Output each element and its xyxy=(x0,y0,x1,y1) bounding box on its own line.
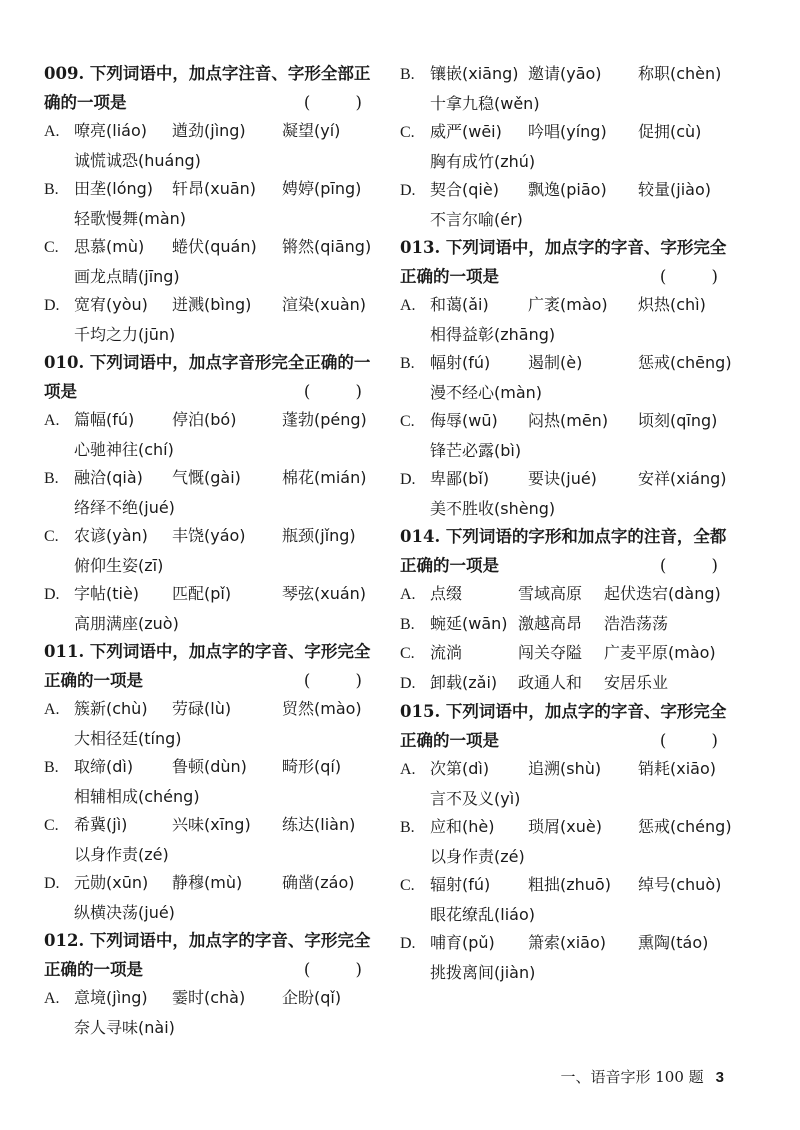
option-letter: C. xyxy=(44,528,59,545)
option-word: 镶嵌(xiāng) xyxy=(430,64,519,83)
answer-blank: ( ) xyxy=(303,92,382,112)
option-d xyxy=(400,465,740,523)
option-word: 畸形(qí) xyxy=(282,757,342,776)
question-012 xyxy=(44,927,384,1042)
option-word: 高朋满座(zuò) xyxy=(74,613,179,633)
page-footer xyxy=(560,1066,724,1087)
option-word: 安居乐业 xyxy=(604,672,669,692)
stem-line-1: 009. 下列词语中，加点字注音、字形全部正 xyxy=(44,64,371,83)
option-word: 相辅相成(chéng) xyxy=(74,786,200,806)
option-letter: B. xyxy=(400,355,415,372)
option-word: 箫索(xiāo) xyxy=(528,933,606,952)
option-word: 纵横决荡(jué) xyxy=(74,902,175,922)
option-word: 顷刻(qīng) xyxy=(638,411,718,430)
option-c xyxy=(400,871,740,929)
question-stem xyxy=(400,234,740,291)
stem-line-1: 013. 下列词语中，加点字的字音、字形完全 xyxy=(400,238,727,257)
option-word: 卸载(zǎi) xyxy=(430,672,498,692)
option-word: 以身作责(zé) xyxy=(74,844,169,864)
option-letter: A. xyxy=(400,586,416,603)
option-word: 点缀 xyxy=(430,584,463,603)
option-word: 嘹亮(liáo) xyxy=(74,121,147,140)
option-word: 俯仰生姿(zī) xyxy=(74,555,164,575)
option-letter: A. xyxy=(44,123,60,140)
option-word: 幅射(fú) xyxy=(430,353,491,372)
option-word: 轻歌慢舞(màn) xyxy=(74,208,187,228)
option-a xyxy=(400,291,740,349)
option-word: 起伏迭宕(dàng) xyxy=(604,584,721,603)
option-word: 炽热(chì) xyxy=(638,295,706,314)
option-letter: D. xyxy=(44,297,60,314)
option-word: 要诀(jué) xyxy=(528,469,597,488)
option-word: 绰号(chuò) xyxy=(638,875,722,894)
stem-line-2: 正确的一项是 xyxy=(400,730,499,750)
option-word: 意境(jìng) xyxy=(74,988,148,1007)
answer-blank: ( ) xyxy=(303,670,382,690)
option-word: 漫不经心(màn) xyxy=(430,382,543,402)
option-letter: B. xyxy=(400,66,415,83)
option-word: 劳碌(lù) xyxy=(172,699,232,718)
option-word: 蜷伏(quán) xyxy=(172,237,257,256)
option-letter: A. xyxy=(44,990,60,1007)
option-word: 字帖(tiè) xyxy=(74,584,140,603)
option-word: 停泊(bó) xyxy=(172,410,237,429)
option-word: 流淌 xyxy=(430,643,463,662)
option-letter: B. xyxy=(44,181,59,198)
option-letter: B. xyxy=(400,615,415,633)
option-letter: C. xyxy=(44,817,59,834)
option-word: 威严(wēi) xyxy=(430,122,502,141)
question-stem xyxy=(400,523,740,580)
option-word: 娉婷(pīng) xyxy=(282,179,362,198)
option-word: 希冀(jì) xyxy=(74,815,128,834)
stem-line-1: 012. 下列词语中，加点字的字音、字形完全 xyxy=(44,931,371,950)
option-word: 广麦平原(mào) xyxy=(604,643,716,662)
option-a xyxy=(400,755,740,813)
option-letter: C. xyxy=(400,124,415,141)
right-column xyxy=(400,60,740,987)
option-letter: A. xyxy=(400,297,416,314)
option-b xyxy=(44,175,384,233)
answer-blank: ( ) xyxy=(659,730,738,750)
option-word: 簇新(chù) xyxy=(74,699,148,718)
option-c xyxy=(44,233,384,291)
option-letter: A. xyxy=(44,701,60,718)
answer-blank: ( ) xyxy=(303,959,382,979)
option-word: 贸然(mào) xyxy=(282,699,362,718)
option-b xyxy=(400,610,740,640)
stem-line-2: 正确的一项是 xyxy=(44,959,143,979)
option-word: 粗拙(zhuō) xyxy=(528,875,611,894)
option-word: 以身作责(zé) xyxy=(430,846,525,866)
option-letter: D. xyxy=(400,182,416,199)
option-word: 丰饶(yáo) xyxy=(172,526,246,545)
stem-line-1: 014. 下列词语的字形和加点字的注音，全都 xyxy=(400,527,727,546)
answer-blank: ( ) xyxy=(303,381,382,401)
option-word: 飘逸(piāo) xyxy=(528,180,607,199)
option-word: 凝望(yí) xyxy=(282,121,341,140)
option-word: 渲染(xuàn) xyxy=(282,295,367,314)
option-word: 眼花缭乱(liáo) xyxy=(430,904,535,924)
option-word: 销耗(xiāo) xyxy=(638,759,716,778)
option-word: 称职(chèn) xyxy=(638,64,722,83)
option-word: 闷热(mēn) xyxy=(528,411,609,430)
option-word: 较量(jiào) xyxy=(638,180,711,199)
option-word: 田垄(lóng) xyxy=(74,179,154,198)
option-letter: D. xyxy=(400,674,416,692)
option-word: 诚慌诚恐(huáng) xyxy=(74,150,201,170)
option-b xyxy=(400,349,740,407)
option-word: 棉花(mián) xyxy=(282,468,367,487)
option-letter: B. xyxy=(44,470,59,487)
option-word: 言不及义(yì) xyxy=(430,788,521,808)
option-letter: D. xyxy=(400,935,416,952)
option-word: 哺育(pǔ) xyxy=(430,933,495,952)
stem-line-2: 项是 xyxy=(44,381,77,401)
option-word: 练达(liàn) xyxy=(282,815,356,834)
option-d xyxy=(400,929,740,987)
option-word: 侮辱(wū) xyxy=(430,411,498,430)
option-c xyxy=(44,522,384,580)
option-d xyxy=(44,291,384,349)
option-a xyxy=(44,406,384,464)
section-title: 一、语音字形 100 题 xyxy=(560,1068,704,1086)
answer-blank: ( ) xyxy=(659,555,738,575)
option-b xyxy=(400,60,740,118)
option-word: 促拥(cù) xyxy=(638,122,702,141)
option-word: 鲁顿(dùn) xyxy=(172,757,247,776)
question-stem xyxy=(44,349,384,406)
option-word: 惩戒(chéng) xyxy=(638,817,732,836)
option-letter: C. xyxy=(400,877,415,894)
stem-line-1: 015. 下列词语中，加点字的字音、字形完全 xyxy=(400,702,727,721)
page-number: 3 xyxy=(715,1069,724,1086)
option-word: 雪域高原 xyxy=(518,584,583,603)
option-b xyxy=(400,813,740,871)
question-013 xyxy=(400,234,740,523)
option-c xyxy=(44,811,384,869)
option-letter: D. xyxy=(44,875,60,892)
option-word: 熏陶(táo) xyxy=(638,933,709,952)
question-009 xyxy=(44,60,384,349)
option-word: 政通人和 xyxy=(518,672,583,692)
option-word: 挑拨离间(jiàn) xyxy=(430,962,536,982)
option-a xyxy=(44,984,384,1042)
option-letter: A. xyxy=(44,412,60,429)
question-015 xyxy=(400,698,740,987)
option-c xyxy=(400,407,740,465)
option-word: 霎时(chà) xyxy=(172,988,246,1007)
option-letter: A. xyxy=(400,761,416,778)
question-stem xyxy=(44,60,384,117)
option-word: 元勋(xūn) xyxy=(74,873,149,892)
option-d xyxy=(44,580,384,638)
option-word: 琴弦(xuán) xyxy=(282,584,367,603)
answer-blank: ( ) xyxy=(659,266,738,286)
option-word: 追溯(shù) xyxy=(528,759,602,778)
option-word: 应和(hè) xyxy=(430,817,495,836)
option-word: 激越高昂 xyxy=(518,613,583,633)
option-a xyxy=(44,117,384,175)
option-letter: C. xyxy=(400,645,415,662)
option-word: 取缔(dì) xyxy=(74,757,134,776)
option-word: 不言尔喻(ér) xyxy=(430,209,523,229)
option-word: 卑鄙(bǐ) xyxy=(430,469,490,488)
option-word: 大相径廷(tíng) xyxy=(74,728,182,748)
option-letter: C. xyxy=(400,413,415,430)
option-word: 邀请(yāo) xyxy=(528,64,602,83)
option-word: 静穆(mù) xyxy=(172,873,243,892)
option-c xyxy=(400,639,740,669)
question-stem xyxy=(400,698,740,755)
question-010 xyxy=(44,349,384,638)
option-letter: D. xyxy=(44,586,60,603)
option-d xyxy=(400,176,740,234)
stem-line-1: 011. 下列词语中，加点字的字音、字形完全 xyxy=(44,642,371,661)
option-word: 安祥(xiáng) xyxy=(638,469,727,488)
option-word: 农谚(yàn) xyxy=(74,526,148,545)
option-word: 兴味(xīng) xyxy=(172,815,251,834)
option-word: 千均之力(jūn) xyxy=(74,324,176,344)
option-word: 浩浩荡荡 xyxy=(604,613,669,633)
option-word: 十拿九稳(wěn) xyxy=(430,93,540,113)
option-word: 轩昂(xuān) xyxy=(172,179,257,198)
stem-line-1: 010. 下列词语中，加点字音形完全正确的一 xyxy=(44,353,371,372)
option-letter: C. xyxy=(44,239,59,256)
option-word: 迸溅(bìng) xyxy=(172,295,252,314)
question-stem xyxy=(44,638,384,695)
option-letter: B. xyxy=(400,819,415,836)
option-word: 吟唱(yíng) xyxy=(528,122,607,141)
option-word: 瓶颈(jǐng) xyxy=(282,526,356,545)
option-word: 气慨(gài) xyxy=(172,468,241,487)
option-word: 胸有成竹(zhú) xyxy=(430,151,536,171)
option-word: 蓬勃(péng) xyxy=(282,410,367,429)
option-word: 辐射(fú) xyxy=(430,875,491,894)
stem-line-2: 确的一项是 xyxy=(44,92,127,112)
option-word: 融洽(qià) xyxy=(74,468,143,487)
stem-line-2: 正确的一项是 xyxy=(44,670,143,690)
option-word: 美不胜收(shèng) xyxy=(430,498,556,518)
option-word: 篇幅(fú) xyxy=(74,410,135,429)
option-word: 遏制(è) xyxy=(528,353,583,372)
option-word: 络绎不绝(jué) xyxy=(74,497,175,517)
question-014 xyxy=(400,523,740,698)
option-b xyxy=(44,464,384,522)
option-word: 蜿延(wān) xyxy=(430,613,508,633)
option-word: 奈人寻味(nài) xyxy=(74,1017,175,1037)
option-word: 画龙点睛(jīng) xyxy=(74,266,180,286)
stem-line-2: 正确的一项是 xyxy=(400,555,499,575)
option-word: 次第(dì) xyxy=(430,759,490,778)
left-column xyxy=(44,60,384,1042)
option-word: 匹配(pǐ) xyxy=(172,584,232,603)
question-012-continued xyxy=(400,60,740,234)
option-word: 心驰神往(chí) xyxy=(74,439,174,459)
option-a xyxy=(400,580,740,610)
option-word: 相得益彰(zhāng) xyxy=(430,324,556,344)
question-011 xyxy=(44,638,384,927)
option-letter: B. xyxy=(44,759,59,776)
option-word: 思慕(mù) xyxy=(74,237,145,256)
stem-line-2: 正确的一项是 xyxy=(400,266,499,286)
option-a xyxy=(44,695,384,753)
option-c xyxy=(400,118,740,176)
option-d xyxy=(400,669,740,699)
option-word: 和蔼(ǎi) xyxy=(430,295,489,314)
option-word: 琐屑(xuè) xyxy=(528,817,602,836)
option-word: 企盼(qǐ) xyxy=(282,988,342,1007)
option-word: 广袤(mào) xyxy=(528,295,608,314)
option-word: 锋芒必露(bì) xyxy=(430,440,522,460)
option-word: 闯关夺隘 xyxy=(518,643,583,662)
option-b xyxy=(44,753,384,811)
option-word: 锵然(qiāng) xyxy=(282,237,372,256)
option-word: 确凿(záo) xyxy=(282,873,355,892)
option-word: 惩戒(chēng) xyxy=(638,353,732,372)
option-d xyxy=(44,869,384,927)
option-word: 遒劲(jìng) xyxy=(172,121,246,140)
question-stem xyxy=(44,927,384,984)
option-letter: D. xyxy=(400,471,416,488)
option-word: 契合(qiè) xyxy=(430,180,499,199)
option-word: 宽宥(yòu) xyxy=(74,295,148,314)
